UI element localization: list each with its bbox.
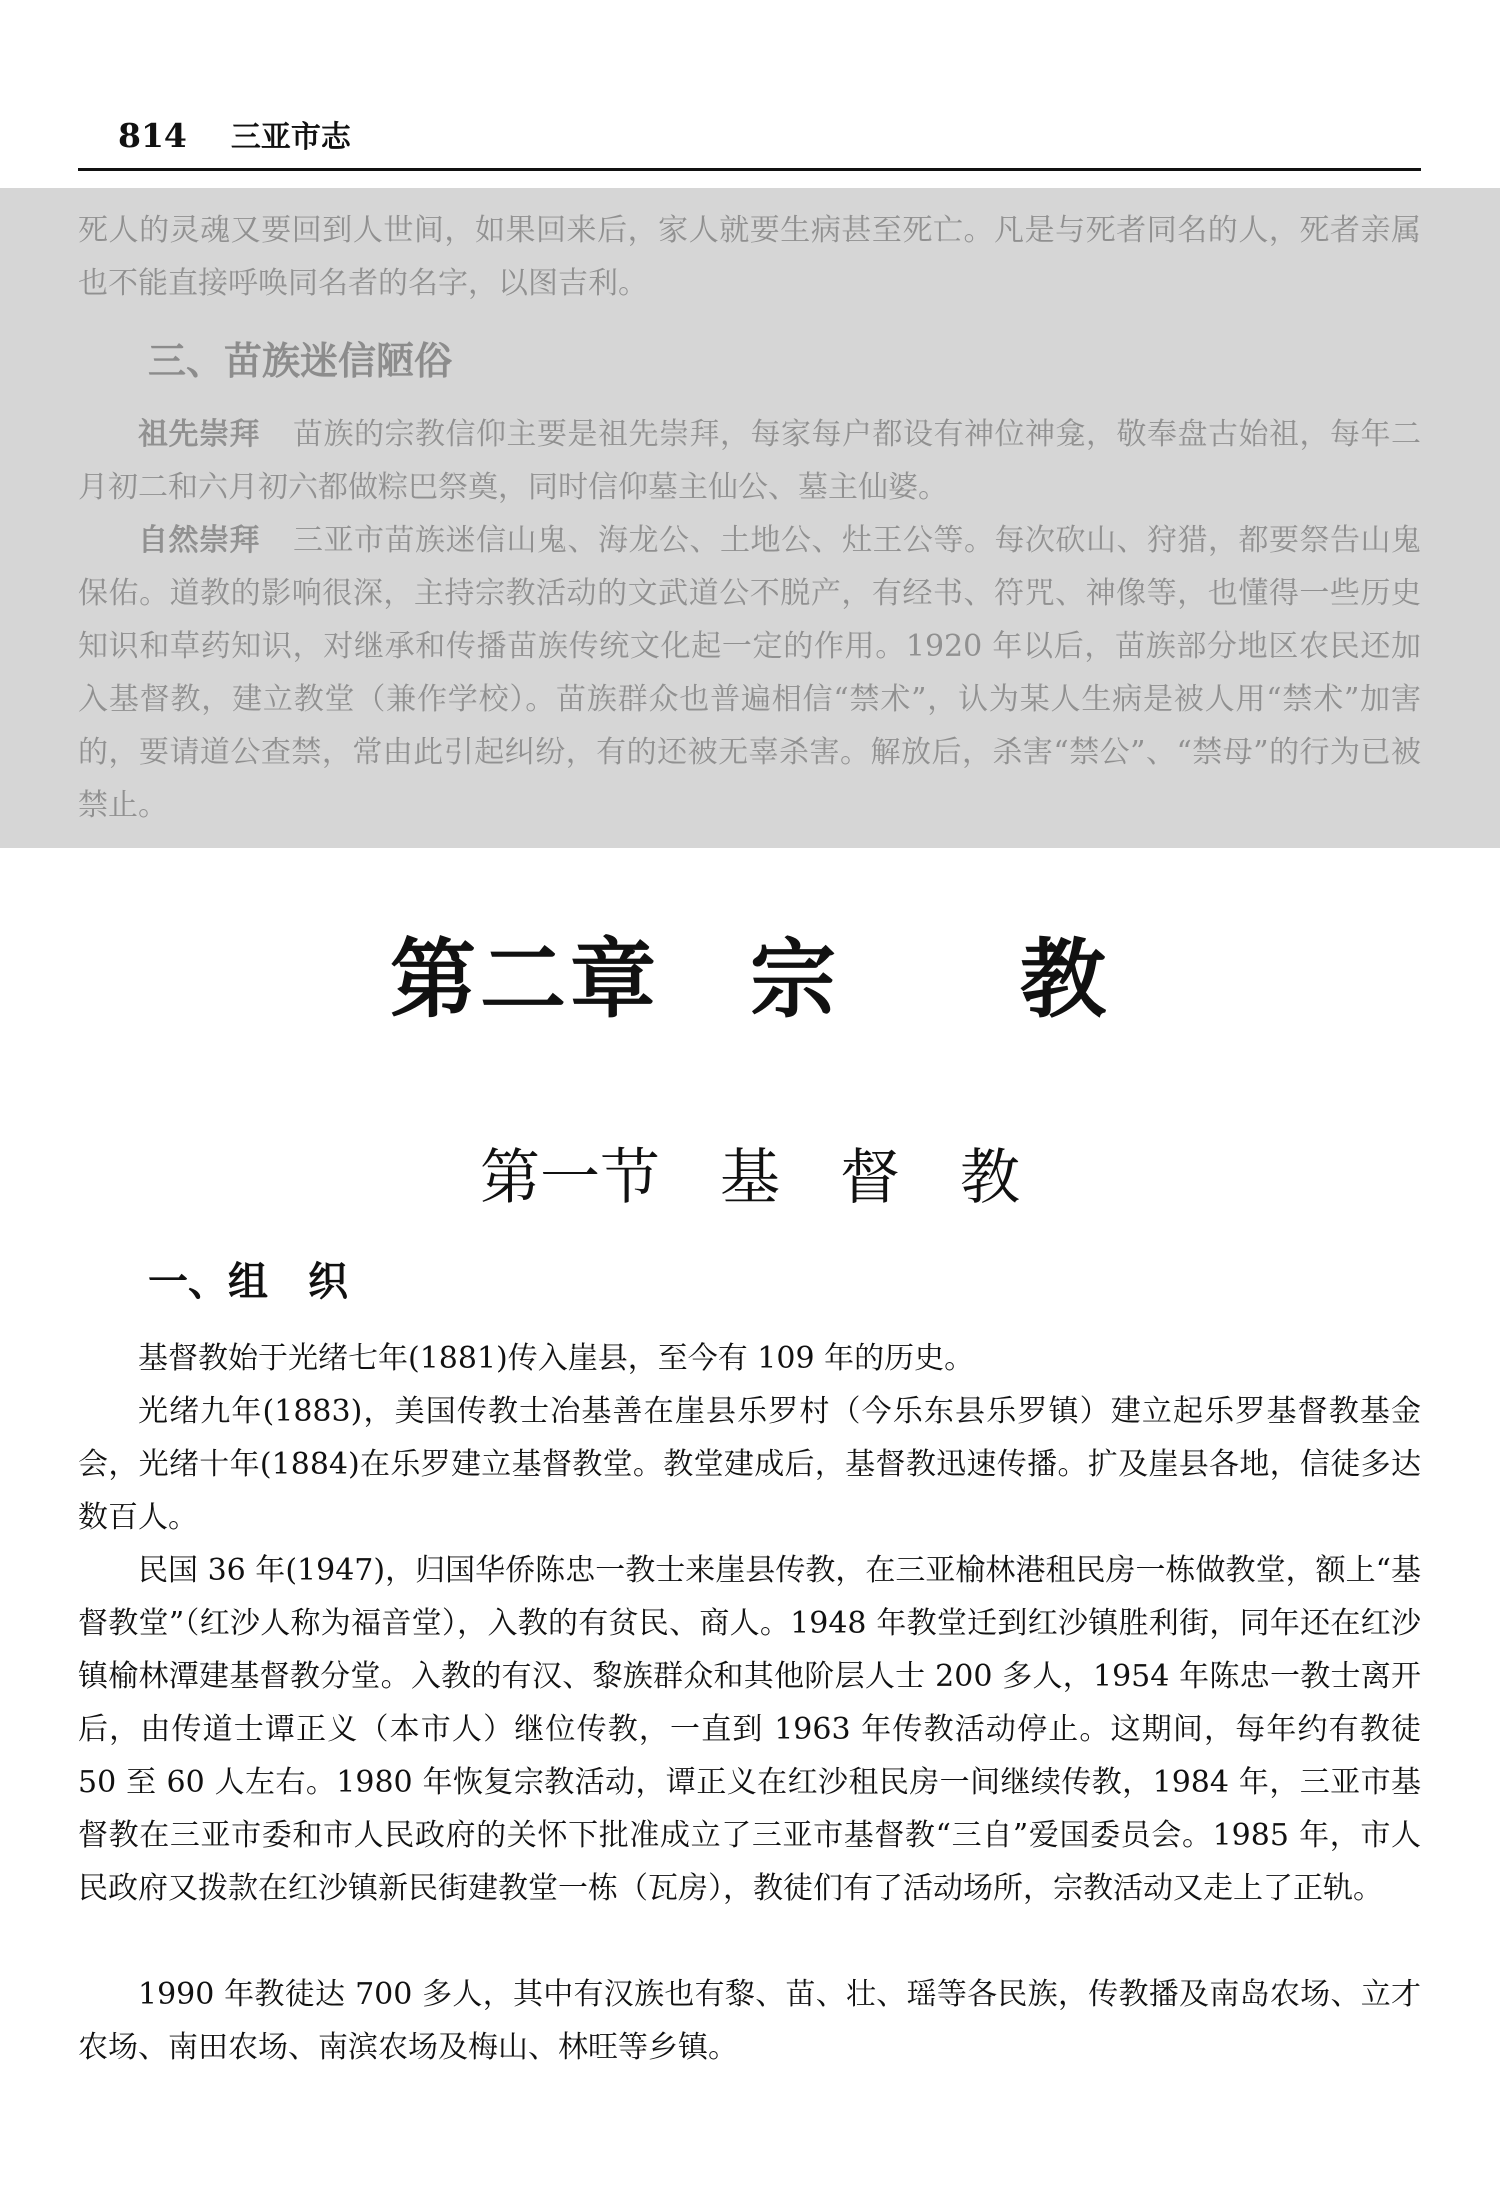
header-rule bbox=[78, 168, 1421, 171]
continuation-paragraph: 死人的灵魂又要回到人世间，如果回来后，家人就要生病甚至死亡。凡是与死者同名的人，死者亲属也不能直接呼唤同名者的名字，以图吉利。 bbox=[78, 213, 1421, 301]
body-paragraph: 民国 36 年(1947)，归国华侨陈忠一教士来崖县传教，在三亚榆林港租民房一栋做教堂，额上“基督教堂”（红沙人称为福音堂），入教的有贫民、商人。1948 年教堂迁到红沙镇胜利街，同年还在红沙镇榆林潭建基督教分堂。入教的有汉、黎族群众和其他阶层人士 200 多人，1954 年陈忠一教士离开后，由传道士谭正义（本市人）继位传教，一直到 1963 年传教活动停止。这期间，每年约有教徒 50 至 60 人左右。1980 年恢复宗教活动，谭正义在红沙租民房一间继续传教，1984 年，三亚市基督教在三亚市委和市人民政府的关怀下批准成立了三亚市基督教“三自”爱国委员会。1985 年，市人民政府又拨款在红沙镇新民街建教堂一栋（瓦房），教徒们有了活动场所，宗教活动又走上了正轨。 bbox=[78, 1553, 1421, 1906]
chapter-title: 第二章 宗 教 bbox=[390, 930, 1110, 1030]
body-paragraph: 基督教始于光绪七年(1881)传入崖县，至今有 109 年的历史。 bbox=[138, 1341, 975, 1376]
ancestor-worship-paragraph bbox=[78, 408, 1421, 514]
page-number: 814 bbox=[118, 116, 187, 155]
nature-worship-paragraph bbox=[78, 514, 1421, 832]
ancestor-worship-label: 祖先崇拜 bbox=[138, 417, 260, 452]
nature-worship-text: 三亚市苗族迷信山鬼、海龙公、土地公、灶王公等。每次砍山、狩猎，都要祭告山鬼保佑。道教的影响很深，主持宗教活动的文武道公不脱产，有经书、符咒、神像等，也懂得一些历史知识和草药知识，对继承和传播苗族传统文化起一定的作用。1920 年以后，苗族部分地区农民还加入基督教，建立教堂（兼作学校）。苗族群众也普遍相信“禁术”，认为某人生病是被人用“禁术”加害的，要请道公查禁，常由此引起纠纷，有的还被无辜杀害。解放后，杀害“禁公”、“禁母”的行为已被禁止。 bbox=[78, 523, 1421, 823]
nature-worship-label: 自然崇拜 bbox=[138, 523, 260, 558]
body-paragraph: 光绪九年(1883)，美国传教士冶基善在崖县乐罗村（今乐东县乐罗镇）建立起乐罗基督教基金会，光绪十年(1884)在乐罗建立基督教堂。教堂建成后，基督教迅速传播。扩及崖县各地，信徒多达数百人。 bbox=[78, 1394, 1421, 1535]
ancestor-worship-text: 苗族的宗教信仰主要是祖先崇拜，每家每户都设有神位神龛，敬奉盘古始祖，每年二月初二和六月初六都做粽巴祭奠，同时信仰墓主仙公、墓主仙婆。 bbox=[78, 417, 1421, 505]
running-head bbox=[118, 112, 351, 162]
previous-section-heading: 三、苗族迷信陋俗 bbox=[148, 339, 453, 383]
section-title: 第一节 基 督 教 bbox=[480, 1143, 1020, 1213]
previous-section-block bbox=[0, 188, 1500, 848]
subsection-heading: 一、组 织 bbox=[148, 1259, 348, 1305]
book-title: 三亚市志 bbox=[230, 120, 351, 155]
body-paragraph: 1990 年教徒达 700 多人，其中有汉族也有黎、苗、壮、瑶等各民族，传教播及南岛农场、立才农场、南田农场、南滨农场及梅山、林旺等乡镇。 bbox=[78, 1977, 1421, 2065]
